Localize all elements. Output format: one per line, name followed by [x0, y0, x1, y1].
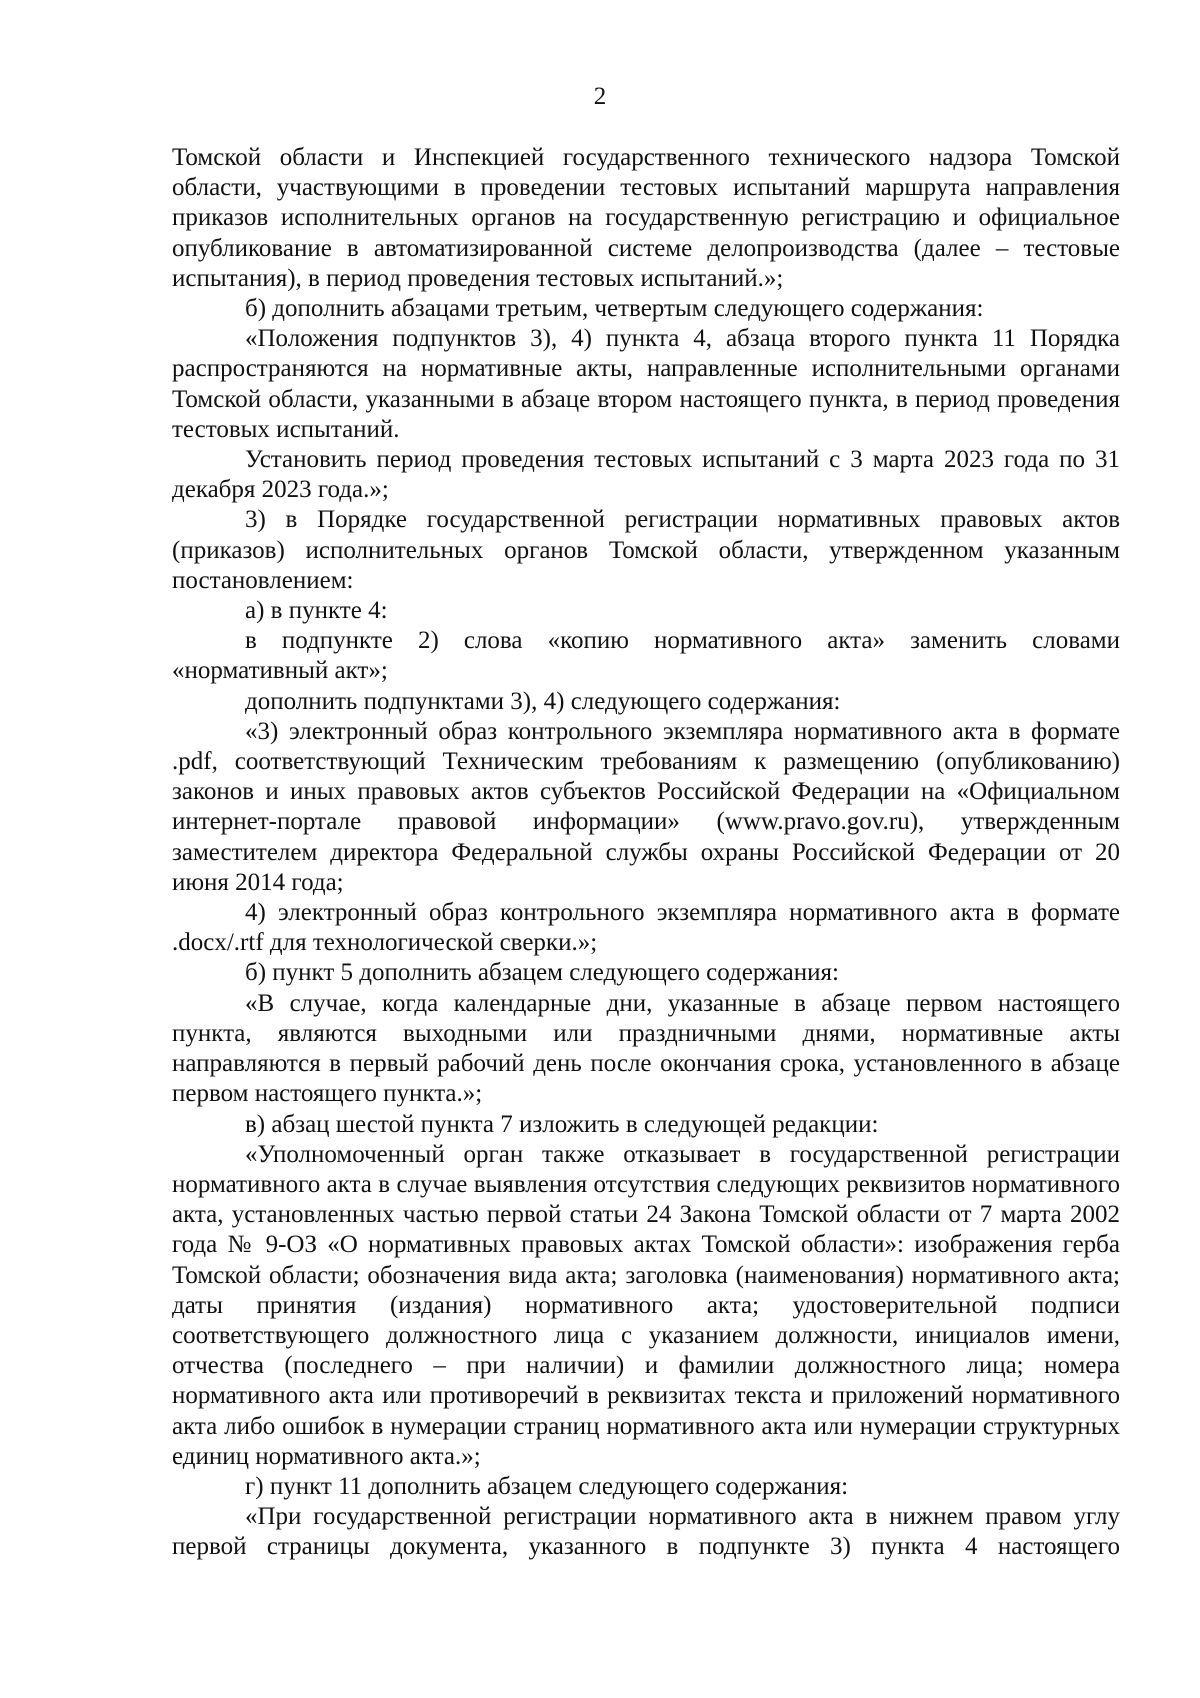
- paragraph: «В случае, когда календарные дни, указанные в абзаце первом настоящего пункта, являются выходными или праздничными днями, нормативные акты направляются в первый рабочий день после окончания срока, установленного в абзаце первом настоящего пункта.»;: [172, 989, 1120, 1108]
- paragraph-continuation: Томской области и Инспекцией государственного технического надзора Томской области, участвующими в проведении тестовых испытаний маршрута направления приказов исполнительных органов на государственную регистрацию и официальное опубликование в автоматизированной системе делопроизводства (далее – тестовые испытания), в период проведения тестовых испытаний.»;: [172, 144, 1120, 292]
- paragraph: г) пункт 11 дополнить абзацем следующего содержания:: [245, 1472, 849, 1500]
- paragraph: в подпункте 2) слова «копию нормативного акта» заменить словами «нормативный акт»;: [172, 627, 1120, 685]
- paragraph: «Уполномоченный орган также отказывает в государственной регистрации нормативного акта в случае выявления отсутствия следующих реквизитов нормативного акта, установленных частью первой статьи 24 Закона Томской области от 7 марта 2002 года № 9-ОЗ «О нормативных правовых актах Томской области»: изображения герба Томской области; обозначения вида акта; заголовка (наименования) нормативного акта; даты принятия (издания) нормативного акта; удостоверительной подписи соответствующего должностного лица с указанием должности, инициалов имени, отчества (последнего – при наличии) и фамилии должностного лица; номера нормативного акта или противоречий в реквизитах текста и приложений нормативного акта либо ошибок в нумерации страниц нормативного акта или нумерации структурных единиц нормативного акта.»;: [172, 1140, 1120, 1470]
- paragraph: б) дополнить абзацами третьим, четвертым следующего содержания:: [245, 295, 984, 323]
- paragraph: б) пункт 5 дополнить абзацем следующего содержания:: [245, 959, 839, 987]
- paragraph: в) абзац шестой пункта 7 изложить в следующей редакции:: [245, 1110, 879, 1138]
- paragraph: «Положения подпунктов 3), 4) пункта 4, абзаца второго пункта 11 Порядка распространяются на нормативные акты, направленные исполнительными органами Томской области, указанными в абзаце втором настоящего пункта, в период проведения тестовых испытаний.: [172, 325, 1120, 443]
- paragraph: Установить период проведения тестовых испытаний с 3 марта 2023 года по 31 декабря 2023 года.»;: [172, 446, 1120, 504]
- paragraph-truncated: «При государственной регистрации нормативного акта в нижнем правом углу первой страницы документа, указанного в подпункте 3) пункта 4 настоящего: [172, 1503, 1120, 1561]
- paragraph: дополнить подпунктами 3), 4) следующего содержания:: [245, 687, 841, 715]
- paragraph: 3) в Порядке государственной регистрации нормативных правовых актов (приказов) исполнительных органов Томской области, утвержденном указанным постановлением:: [172, 506, 1120, 594]
- paragraph: 4) электронный образ контрольного экземпляра нормативного акта в формате .docx/.rtf для технологической сверки.»;: [172, 899, 1120, 957]
- page-number: 2: [593, 83, 607, 110]
- document-body: [172, 143, 1120, 1563]
- paragraph: а) в пункте 4:: [245, 597, 388, 625]
- paragraph: «3) электронный образ контрольного экземпляра нормативного акта в формате .pdf, соответствующий Техническим требованиям к размещению (опубликованию) законов и иных правовых актов субъектов Российской Федерации на «Официальном интернет-портале правовой информации» (www.pravo.gov.ru), утвержденным заместителем директора Федеральной службы охраны Российской Федерации от 20 июня 2014 года;: [172, 717, 1120, 896]
